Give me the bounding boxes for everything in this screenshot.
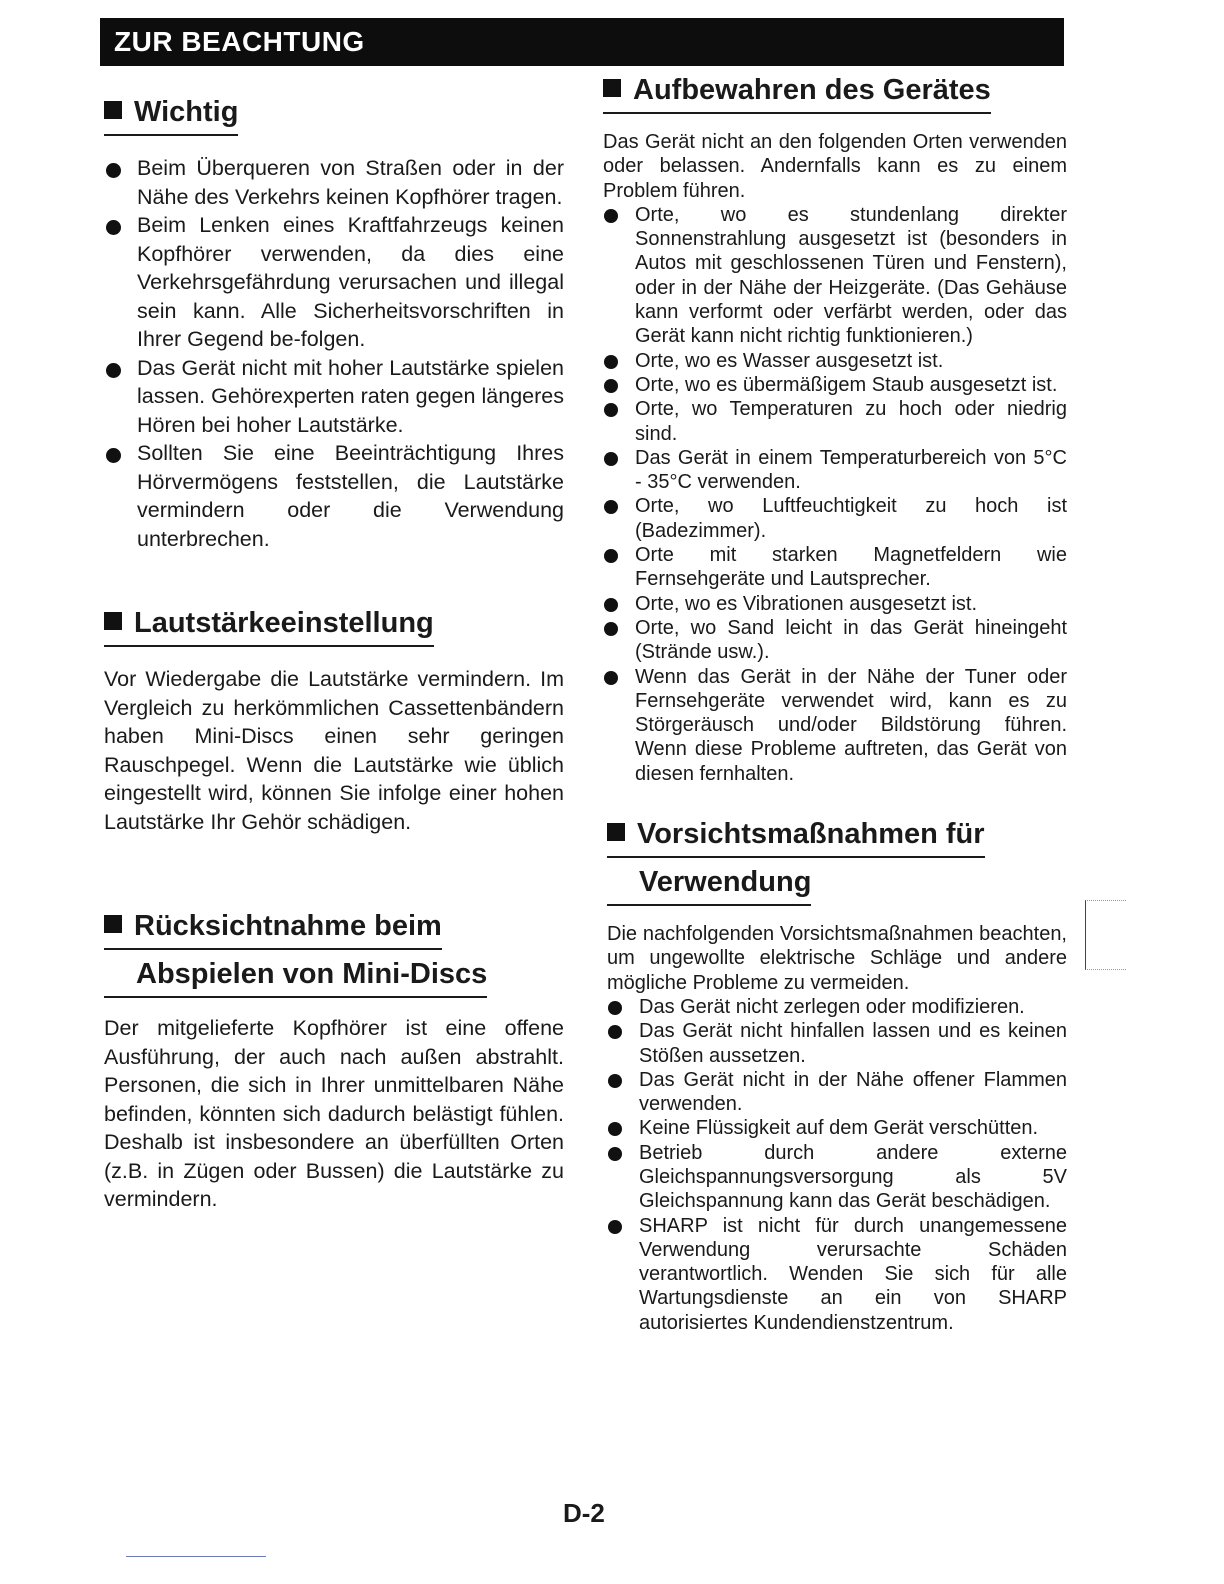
bullet-dot-icon bbox=[604, 500, 618, 514]
ruecksicht-text: Der mitgelieferte Kopfhörer ist eine offene Ausführung, der auch nach außen abstrahlt. Personen, die sich in Ihrer unmittelbaren Nähe befinden, könnten sich dadurch belästigt fühlen. Deshalb ist insbesondere an überfüllten Orten (z.B. in Zügen oder Bussen) die Lautstärke zu vermindern. bbox=[104, 1016, 564, 1211]
section-lautstaerke bbox=[104, 603, 564, 836]
section-aufbewahren bbox=[603, 70, 1067, 786]
section-heading-lautstaerke bbox=[104, 603, 564, 647]
square-bullet-icon bbox=[607, 823, 625, 841]
bullet-dot-icon bbox=[608, 1001, 622, 1015]
section-heading-aufbewahren bbox=[603, 70, 1067, 114]
bullet-dot-icon bbox=[608, 1220, 622, 1234]
section-heading-ruecksicht bbox=[104, 906, 564, 998]
page-number: D-2 bbox=[563, 1498, 605, 1528]
list-item: Das Gerät nicht zerlegen oder modifizieren. bbox=[607, 995, 1067, 1019]
bullet-dot-icon bbox=[608, 1147, 622, 1161]
heading-text: Vorsichtsmaßnahmen für bbox=[637, 818, 985, 851]
heading-text: Rücksichtnahme beim bbox=[134, 910, 442, 942]
bullet-dot-icon bbox=[604, 598, 618, 612]
bullet-dot-icon bbox=[604, 379, 618, 393]
bullet-dot-icon bbox=[604, 403, 618, 417]
list-item: Orte, wo es stundenlang direkter Sonnenstrahlung ausgesetzt ist (besonders in Autos mit geschlossenen Türen und Fenstern), oder in der Nähe der Heizgeräte. (Das Gehäuse kann verformt oder verfärbt werden, oder das Gerät kann nicht richtig funktionieren.) bbox=[603, 203, 1067, 349]
section-heading-vorsicht bbox=[607, 814, 1067, 906]
bullet-dot-icon bbox=[604, 622, 618, 636]
left-column bbox=[104, 92, 564, 1214]
vorsicht-list bbox=[607, 995, 1067, 1335]
list-item: Orte, wo Luftfeuchtigkeit zu hoch ist (Badezimmer). bbox=[603, 494, 1067, 543]
heading-text: Lautstärkeeinstellung bbox=[134, 607, 434, 639]
heading-text: Wichtig bbox=[134, 96, 239, 128]
footer-rule bbox=[126, 1556, 266, 1557]
bullet-dot-icon bbox=[604, 452, 618, 466]
list-item: Wenn das Gerät in der Nähe der Tuner oder Fernsehgeräte verwendet wird, kann es zu Störgeräusch und/oder Bildstörung führen. Wenn diese Probleme auftreten, das Gerät von diesen fernhalten. bbox=[603, 665, 1067, 786]
list-item: SHARP ist nicht für durch unangemessene Verwendung verursachte Schäden verantwortlich. Wenden Sie sich für alle Wartungsdienste an ein von SHARP autorisiertes Kundendienstzentrum. bbox=[607, 1214, 1067, 1335]
list-item: Orte mit starken Magnetfeldern wie Fernsehgeräte und Lautsprecher. bbox=[603, 543, 1067, 592]
list-item: Orte, wo es Vibrationen ausgesetzt ist. bbox=[603, 592, 1067, 616]
page-title: ZUR BEACHTUNG bbox=[114, 26, 365, 57]
square-bullet-icon bbox=[104, 101, 122, 119]
header-bar bbox=[100, 18, 1064, 66]
wichtig-list bbox=[104, 154, 564, 553]
list-item: Das Gerät in einem Temperaturbereich von 5°C - 35°C verwenden. bbox=[603, 446, 1067, 495]
aufbewahren-intro: Das Gerät nicht an den folgenden Orten verwenden oder belassen. Andernfalls kann es zu einem Problem führen. bbox=[603, 131, 1067, 202]
square-bullet-icon bbox=[104, 915, 122, 933]
list-item: Das Gerät nicht mit hoher Lautstärke spielen lassen. Gehörexperten raten gegen längeres Hören bei hoher Lautstärke. bbox=[104, 354, 564, 440]
list-item: Das Gerät nicht in der Nähe offener Flammen verwenden. bbox=[607, 1068, 1067, 1117]
list-item: Sollten Sie eine Beeinträchtigung Ihres Hörvermögens feststellen, die Lautstärke vermindern oder die Verwendung unterbrechen. bbox=[104, 439, 564, 553]
square-bullet-icon bbox=[603, 79, 621, 97]
right-column bbox=[603, 70, 1067, 1335]
aufbewahren-list bbox=[603, 203, 1067, 786]
heading-text-line2: Verwendung bbox=[607, 862, 811, 906]
bullet-dot-icon bbox=[608, 1122, 622, 1136]
list-item: Orte, wo Temperaturen zu hoch oder niedrig sind. bbox=[603, 397, 1067, 446]
lautstaerke-text: Vor Wiedergabe die Lautstärke vermindern. Im Vergleich zu herkömmlichen Cassettenbändern haben Mini-Discs einen sehr geringen Rauschpegel. Wenn die Lautstärke wie üblich eingestellt wird, können Sie infolge einer hohen Lautstärke Ihr Gehör schädigen. bbox=[104, 667, 564, 834]
list-item: Betrieb durch andere externe Gleichspannungsversorgung als 5V Gleichspannung kann das Gerät beschädigen. bbox=[607, 1141, 1067, 1214]
list-item: Orte, wo es Wasser ausgesetzt ist. bbox=[603, 349, 1067, 373]
margin-bracket bbox=[1085, 900, 1126, 970]
square-bullet-icon bbox=[104, 612, 122, 630]
list-item: Keine Flüssigkeit auf dem Gerät verschütten. bbox=[607, 1116, 1067, 1140]
list-item: Orte, wo es übermäßigem Staub ausgesetzt ist. bbox=[603, 373, 1067, 397]
heading-text: Aufbewahren des Gerätes bbox=[633, 74, 991, 106]
bullet-dot-icon bbox=[106, 448, 121, 463]
bullet-dot-icon bbox=[604, 209, 618, 223]
section-wichtig bbox=[104, 92, 564, 553]
list-item: Das Gerät nicht hinfallen lassen und es keinen Stößen aussetzen. bbox=[607, 1019, 1067, 1068]
bullet-dot-icon bbox=[106, 220, 121, 235]
bullet-dot-icon bbox=[106, 363, 121, 378]
section-vorsicht bbox=[603, 814, 1067, 1335]
bullet-dot-icon bbox=[608, 1025, 622, 1039]
list-item: Beim Lenken eines Kraftfahrzeugs keinen Kopfhörer verwenden, da dies eine Verkehrsgefährdung verursachen und illegal sein kann. Alle Sicherheitsvorschriften in Ihrer Gegend be-folgen. bbox=[104, 211, 564, 354]
bullet-dot-icon bbox=[106, 163, 121, 178]
vorsicht-intro: Die nachfolgenden Vorsichtsmaßnahmen beachten, um ungewollte elektrische Schläge und andere mögliche Probleme zu vermeiden. bbox=[607, 923, 1067, 994]
section-heading-wichtig bbox=[104, 92, 564, 136]
list-item: Beim Überqueren von Straßen oder in der Nähe des Verkehrs keinen Kopfhörer tragen. bbox=[104, 154, 564, 211]
bullet-dot-icon bbox=[608, 1074, 622, 1088]
bullet-dot-icon bbox=[604, 549, 618, 563]
bullet-dot-icon bbox=[604, 671, 618, 685]
heading-text-line2: Abspielen von Mini-Discs bbox=[104, 954, 487, 998]
list-item: Orte, wo Sand leicht in das Gerät hineingeht (Strände usw.). bbox=[603, 616, 1067, 665]
section-ruecksicht bbox=[104, 906, 564, 1214]
bullet-dot-icon bbox=[604, 355, 618, 369]
